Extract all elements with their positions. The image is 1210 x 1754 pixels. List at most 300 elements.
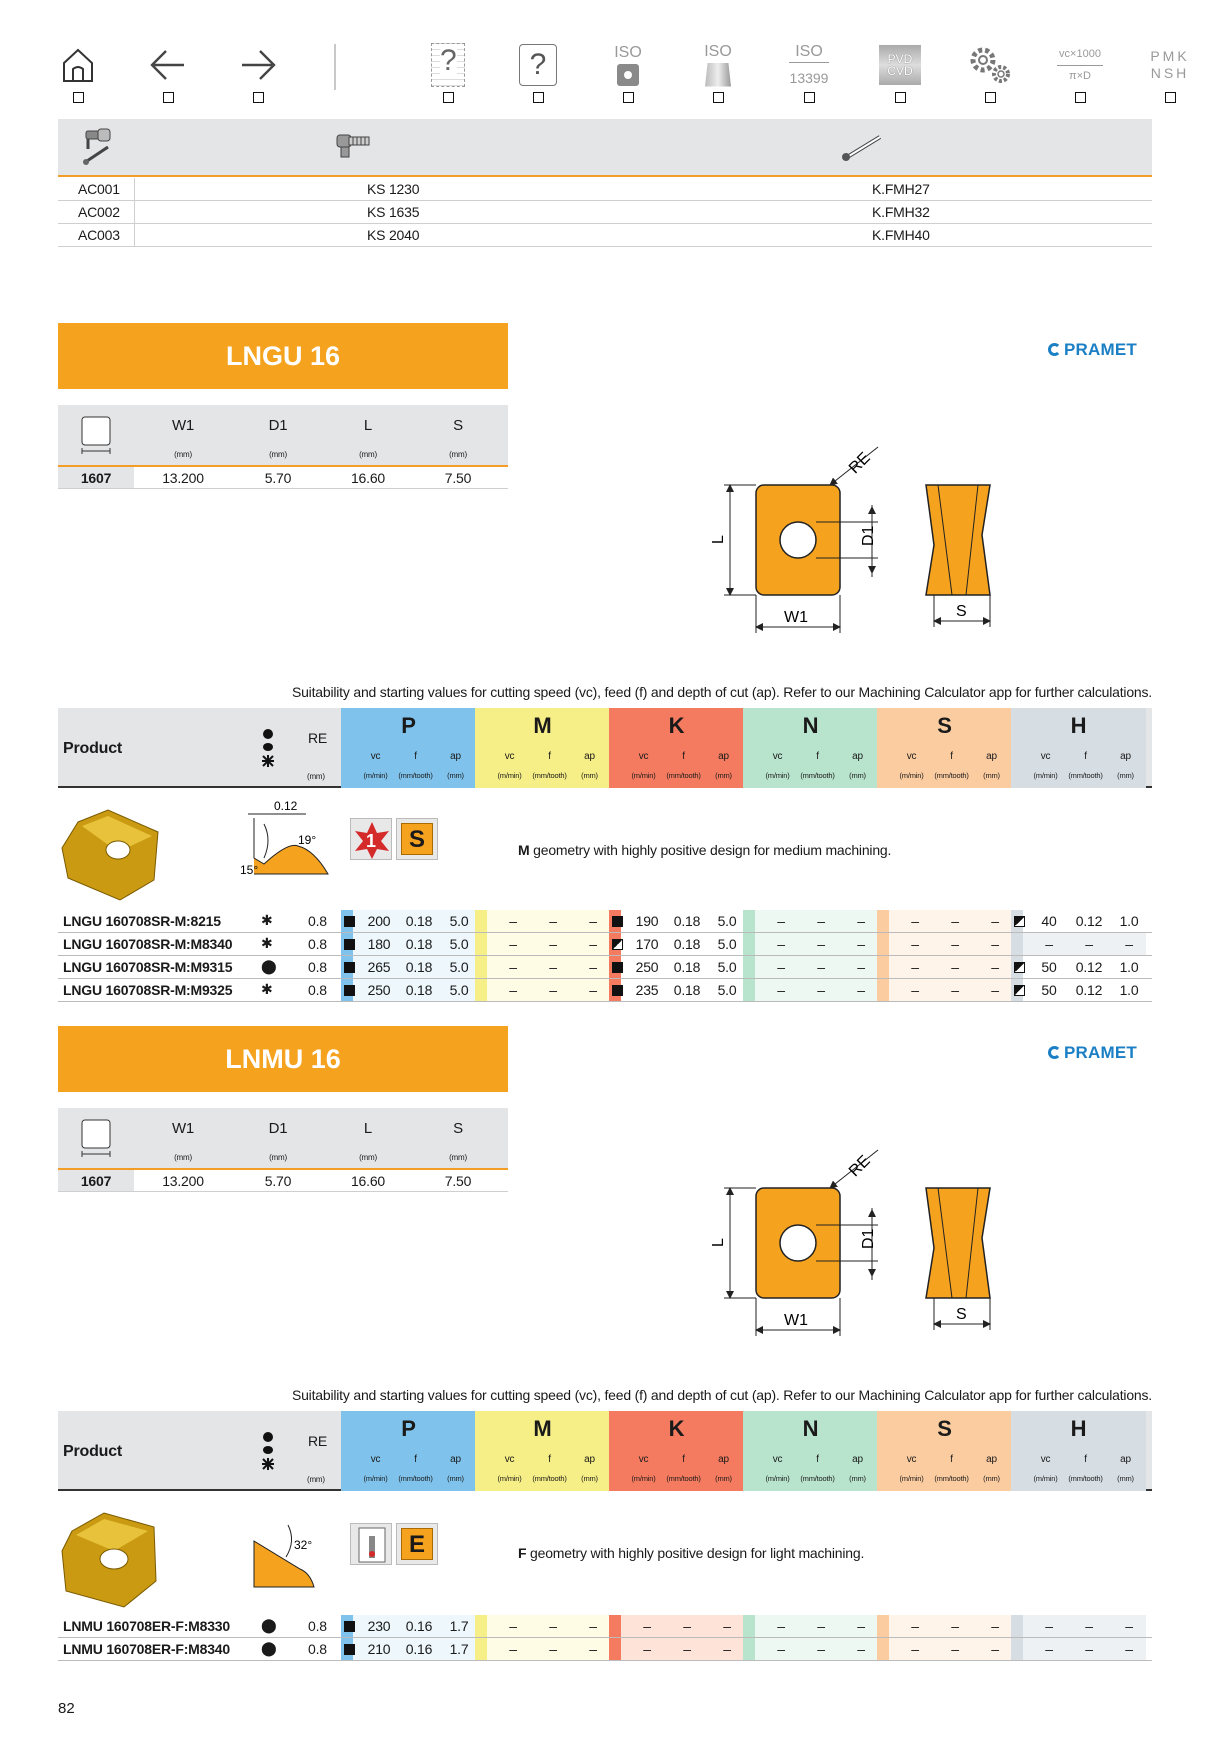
product-code[interactable]: LNGU 160708SR-M:M8340 [63, 936, 233, 952]
dim-header-d1: D1 [268, 417, 288, 434]
material-group-letter: H [1070, 713, 1087, 738]
cutting-values-m [475, 910, 610, 932]
cutting-values-k [609, 1638, 744, 1660]
accessory-code: AC003 [78, 227, 120, 243]
cutting-value: – [951, 959, 959, 975]
material-group-letter: P [401, 713, 416, 738]
dim-value-s: 7.50 [444, 1173, 472, 1189]
grade-badge [350, 818, 392, 860]
cutting-values-p [341, 1638, 476, 1660]
cutting-value: – [509, 936, 517, 952]
cutting-value: – [1125, 936, 1133, 952]
cutting-value: – [817, 1618, 825, 1634]
cutting-value: – [857, 1618, 865, 1634]
cutting-values-h [1011, 1638, 1146, 1660]
nav-checkbox[interactable] [623, 92, 634, 103]
iso-insert-nav-button[interactable] [598, 40, 658, 108]
col-unit-ap: (mm) [983, 771, 1000, 780]
cutting-value: – [1045, 1641, 1053, 1657]
dim-label-l: L [710, 1238, 727, 1247]
cutting-value: – [509, 1618, 517, 1634]
col-label-ap: ap [718, 1454, 729, 1465]
material-group-letter: N [802, 1416, 819, 1441]
re-header: RE [308, 1433, 328, 1449]
cutting-value: – [857, 1641, 865, 1657]
col-label-ap: ap [718, 751, 729, 762]
iso-13399-icon: ISO 13399 [789, 43, 829, 86]
dim-unit: (mm) [174, 450, 192, 459]
suitability-secondary-icon [1014, 985, 1025, 996]
nav-checkbox[interactable] [804, 92, 815, 103]
product-row[interactable] [58, 979, 1152, 1002]
cutting-values-s [877, 1615, 1012, 1637]
suitability-primary-icon [344, 985, 355, 996]
cutting-value: – [549, 982, 557, 998]
cutting-values-s [877, 933, 1012, 955]
formula-icon: vc×1000 π×D [1050, 40, 1110, 90]
iso-tool-icon: ISO [688, 40, 748, 90]
cutting-value: 230 [367, 1618, 391, 1634]
svg-text:0.12: 0.12 [274, 799, 298, 813]
cutting-values-n [743, 979, 878, 1001]
suitability-primary-icon [344, 1644, 355, 1655]
cutting-value: 0.18 [673, 982, 701, 998]
material-group-p [341, 708, 476, 788]
col-label-ap: ap [450, 1454, 461, 1465]
product-code[interactable]: LNGU 160708SR-M:M9315 [63, 959, 233, 975]
cutting-values-h [1011, 910, 1146, 932]
key-code: K.FMH32 [872, 204, 930, 220]
cutting-value: 0.18 [405, 959, 433, 975]
cutting-value: – [589, 936, 597, 952]
edge-geometry-icon [238, 798, 338, 878]
col-unit-ap: (mm) [715, 1474, 732, 1483]
cutting-value: 5.0 [449, 959, 469, 975]
home-nav-button[interactable] [48, 40, 108, 108]
product-row[interactable] [58, 1615, 1152, 1638]
edge-geometry-icon [246, 1521, 326, 1591]
nav-checkbox[interactable] [443, 92, 454, 103]
dim-header-w1: W1 [171, 1120, 195, 1137]
product-row[interactable] [58, 956, 1152, 979]
dim-label-l: L [710, 535, 727, 544]
clamp-set-icon [80, 127, 116, 167]
col-label-vc: vc [906, 751, 917, 762]
cutting-value: – [1085, 936, 1093, 952]
cutting-value: – [683, 1641, 691, 1657]
cutting-value: 0.18 [405, 936, 433, 952]
cutting-values-p [341, 1615, 476, 1637]
cutting-values-n [743, 1615, 878, 1637]
accessory-row [58, 224, 1152, 247]
col-unit-f: (mm/tooth) [532, 771, 567, 780]
dim-value-d1: 5.70 [264, 470, 292, 486]
cutting-value: 0.18 [673, 959, 701, 975]
cutting-values-h [1011, 979, 1146, 1001]
cutting-values-k [609, 979, 744, 1001]
col-unit-ap: (mm) [849, 1474, 866, 1483]
dim-value-w1: 13.200 [162, 1173, 204, 1189]
nav-checkbox[interactable] [713, 92, 724, 103]
cutting-value: – [991, 913, 999, 929]
col-unit-ap: (mm) [581, 1474, 598, 1483]
col-unit-ap: (mm) [1117, 771, 1134, 780]
cutting-value: – [817, 936, 825, 952]
chipbreaker-badge: E [396, 1523, 438, 1565]
gears-nav-button[interactable] [960, 40, 1020, 108]
question-doc-icon: ? [418, 40, 478, 90]
material-group-m [475, 1411, 610, 1491]
col-label-f: f [950, 1454, 953, 1465]
cutting-values-n [743, 933, 878, 955]
re-header: RE [308, 730, 328, 746]
dim-header-l: L [363, 1120, 373, 1137]
question-doc-nav-button[interactable] [418, 40, 478, 108]
col-label-ap: ap [986, 1454, 997, 1465]
suitability-secondary-icon [1014, 916, 1025, 927]
cutting-value: 0.18 [405, 982, 433, 998]
question-nav-button[interactable] [508, 40, 568, 108]
cutting-data-table-header [58, 708, 1152, 788]
material-group-letter: H [1070, 1416, 1087, 1441]
brand-logo: PRAMET [1048, 340, 1137, 360]
chipbreaker-badge: S [396, 818, 438, 860]
cutting-value: – [723, 1618, 731, 1634]
pvd-cvd-nav-button[interactable] [870, 40, 930, 108]
dim-value-s: 7.50 [444, 470, 472, 486]
cutting-value: – [951, 936, 959, 952]
lngu-insert-image [58, 808, 168, 904]
cutting-value: – [777, 936, 785, 952]
cutting-value: – [951, 913, 959, 929]
cutting-value: 1.7 [449, 1641, 469, 1657]
dim-unit: (mm) [359, 1153, 377, 1162]
iso-tool-nav-button[interactable] [688, 40, 748, 108]
cutting-value: – [1125, 1641, 1133, 1657]
cutting-value: 0.18 [673, 913, 701, 929]
cutting-values-s [877, 979, 1012, 1001]
cutting-values-k [609, 910, 744, 932]
dim-label-d1: D1 [860, 1228, 877, 1249]
insert-shape-icon [80, 415, 112, 455]
cutting-value: – [991, 936, 999, 952]
cutting-value: – [911, 936, 919, 952]
cutting-value: 5.0 [717, 913, 737, 929]
re-value: 0.8 [308, 1641, 327, 1657]
cutting-values-m [475, 933, 610, 955]
cutting-value: – [509, 959, 517, 975]
col-label-f: f [1084, 751, 1087, 762]
dimension-row [58, 467, 508, 489]
dim-label-s: S [956, 1306, 967, 1323]
col-unit-ap: (mm) [447, 1474, 464, 1483]
col-label-f: f [950, 751, 953, 762]
application-symbol: ✱ [261, 935, 273, 951]
cutting-value: – [723, 1641, 731, 1657]
cutting-value: 0.12 [1075, 913, 1103, 929]
cutting-value: 250 [635, 959, 659, 975]
cutting-value: – [817, 959, 825, 975]
nav-checkbox[interactable] [1075, 92, 1086, 103]
dim-header-w1: W1 [171, 417, 195, 434]
col-unit-f: (mm/tooth) [1068, 771, 1103, 780]
col-unit-ap: (mm) [715, 771, 732, 780]
dim-value-w1: 13.200 [162, 470, 204, 486]
cutting-value: – [589, 1641, 597, 1657]
suitability-note: Suitability and starting values for cutting speed (vc), feed (f) and depth of cut (ap). Refer to our Machining Calculator app for further calculations. [291, 684, 1152, 700]
col-label-ap: ap [1120, 751, 1131, 762]
material-group-k [609, 708, 744, 788]
product-row[interactable] [58, 1638, 1152, 1661]
col-unit-vc: (m/min) [497, 771, 522, 780]
col-label-ap: ap [986, 751, 997, 762]
dimension-table [58, 1108, 508, 1192]
application-symbol: ⬤ [261, 958, 277, 974]
cutting-values-n [743, 956, 878, 978]
dimension-table [58, 405, 508, 489]
cutting-data-table-header [58, 1411, 1152, 1491]
cutting-value: – [683, 1618, 691, 1634]
cutting-value: 250 [367, 982, 391, 998]
suitability-primary-icon [344, 1621, 355, 1632]
product-header: Product [63, 1443, 123, 1460]
nav-checkbox[interactable] [533, 92, 544, 103]
product-row[interactable] [58, 933, 1152, 956]
accessory-code: AC002 [78, 204, 120, 220]
col-label-f: f [816, 751, 819, 762]
col-label-vc: vc [504, 751, 515, 762]
dim-unit: (mm) [449, 1153, 467, 1162]
lnmu-insert-image [58, 1511, 168, 1611]
cutting-value: – [991, 959, 999, 975]
col-unit-vc: (m/min) [765, 771, 790, 780]
cutting-value: – [857, 913, 865, 929]
re-value: 0.8 [308, 913, 327, 929]
col-unit-ap: (mm) [1117, 1474, 1134, 1483]
suitability-note: Suitability and starting values for cutting speed (vc), feed (f) and depth of cut (ap). Refer to our Machining Calculator app for further calculations. [291, 1387, 1152, 1403]
insert-dimension-drawing [700, 1148, 1020, 1348]
cutting-value: – [911, 1618, 919, 1634]
svg-text:32°: 32° [294, 1538, 313, 1552]
material-group-n [743, 708, 878, 788]
formula-nav-button[interactable] [1050, 40, 1110, 108]
cutting-value: – [1045, 936, 1053, 952]
material-groups-nav-button[interactable] [1140, 40, 1200, 108]
geometry-description: M geometry with highly positive design for medium machining. [518, 842, 892, 858]
col-unit-ap: (mm) [849, 771, 866, 780]
section-title: LNGU 16 [58, 323, 508, 389]
suitability-primary-icon [612, 962, 623, 973]
cutting-values-p [341, 933, 476, 955]
cutting-value: – [777, 913, 785, 929]
cutting-value: – [991, 1618, 999, 1634]
accessory-code: AC001 [78, 181, 120, 197]
product-code[interactable]: LNMU 160708ER-F:M8340 [63, 1641, 230, 1657]
cutting-value: – [911, 982, 919, 998]
key-code: K.FMH27 [872, 181, 930, 197]
suitability-primary-icon [344, 916, 355, 927]
nav-checkbox[interactable] [1165, 92, 1176, 103]
col-unit-vc: (m/min) [497, 1474, 522, 1483]
col-label-f: f [414, 1454, 417, 1465]
cutting-value: – [911, 959, 919, 975]
cutting-value: 50 [1041, 982, 1057, 998]
cutting-value: 0.16 [405, 1618, 433, 1634]
svg-text:1: 1 [366, 831, 377, 851]
material-group-p [341, 1411, 476, 1491]
suitability-primary-icon [344, 939, 355, 950]
home-icon [48, 40, 108, 90]
cutting-value: 1.7 [449, 1618, 469, 1634]
cutting-value: 5.0 [449, 913, 469, 929]
re-value: 0.8 [308, 936, 327, 952]
material-group-letter: P [401, 1416, 416, 1441]
gears-icon [960, 40, 1020, 90]
suitability-secondary-icon [612, 939, 623, 950]
application-symbol: ⬤ [261, 1640, 277, 1656]
nav-checkbox[interactable] [73, 92, 84, 103]
col-label-f: f [682, 751, 685, 762]
col-unit-f: (mm/tooth) [666, 771, 701, 780]
product-code[interactable]: LNMU 160708ER-F:M8330 [63, 1618, 230, 1634]
nav-checkbox[interactable] [253, 92, 264, 103]
cutting-value: – [1125, 1618, 1133, 1634]
col-label-vc: vc [504, 1454, 515, 1465]
application-symbols-icon [261, 1431, 275, 1471]
col-label-ap: ap [852, 1454, 863, 1465]
cutting-value: – [1045, 1618, 1053, 1634]
col-unit-f: (mm/tooth) [934, 771, 969, 780]
cutting-value: – [549, 1618, 557, 1634]
nav-checkbox[interactable] [895, 92, 906, 103]
suitability-primary-icon [612, 985, 623, 996]
dim-label-w1: W1 [784, 609, 808, 626]
col-unit-f: (mm/tooth) [666, 1474, 701, 1483]
dim-header-d1: D1 [268, 1120, 288, 1137]
insert-size: 1607 [58, 467, 134, 488]
col-label-ap: ap [584, 751, 595, 762]
col-unit-f: (mm/tooth) [1068, 1474, 1103, 1483]
accessory-row [58, 178, 1152, 201]
top-navigation [58, 40, 1190, 108]
col-label-vc: vc [370, 1454, 381, 1465]
application-symbol: ⬤ [261, 1617, 277, 1633]
material-group-letter: S [937, 713, 952, 738]
arrow-right-nav-button[interactable] [228, 40, 288, 108]
cutting-values-p [341, 956, 476, 978]
cutting-values-m [475, 956, 610, 978]
cutting-values-n [743, 1638, 878, 1660]
col-unit-vc: (m/min) [1033, 771, 1058, 780]
cutting-value: – [1085, 1641, 1093, 1657]
cutting-value: – [817, 1641, 825, 1657]
cutting-values-p [341, 979, 476, 1001]
cutting-value: 5.0 [717, 959, 737, 975]
material-group-letter: S [937, 1416, 952, 1441]
cutting-values-h [1011, 956, 1146, 978]
material-group-letter: N [802, 713, 819, 738]
col-label-f: f [816, 1454, 819, 1465]
cutting-value: – [911, 913, 919, 929]
col-label-vc: vc [772, 751, 783, 762]
col-unit-vc: (m/min) [899, 771, 924, 780]
cutting-value: – [643, 1641, 651, 1657]
re-value: 0.8 [308, 1618, 327, 1634]
cutting-value: – [857, 936, 865, 952]
product-code[interactable]: LNGU 160708SR-M:8215 [63, 913, 221, 929]
product-code[interactable]: LNGU 160708SR-M:M9325 [63, 982, 233, 998]
col-label-vc: vc [772, 1454, 783, 1465]
dim-header-l: L [363, 417, 373, 434]
arrow-right-icon [228, 40, 288, 90]
cutting-value: 5.0 [717, 936, 737, 952]
col-label-vc: vc [370, 751, 381, 762]
cutting-value: – [857, 959, 865, 975]
cutting-value: – [643, 1618, 651, 1634]
cutting-value: 0.12 [1075, 982, 1103, 998]
cutting-value: – [509, 913, 517, 929]
cutting-values-p [341, 910, 476, 932]
col-label-f: f [548, 751, 551, 762]
arrow-left-icon [138, 40, 198, 90]
iso-13399-nav-button[interactable] [779, 40, 839, 108]
cutting-values-s [877, 1638, 1012, 1660]
cutting-value: 235 [635, 982, 659, 998]
cutting-value: – [857, 982, 865, 998]
material-group-h [1011, 1411, 1146, 1491]
re-value: 0.8 [308, 959, 327, 975]
dim-unit: (mm) [449, 450, 467, 459]
insert-size: 1607 [58, 1170, 134, 1191]
cutting-value: 1.0 [1119, 982, 1139, 998]
holder-badge [350, 1523, 392, 1565]
cutting-values-h [1011, 933, 1146, 955]
application-symbols-icon [261, 728, 275, 768]
dim-value-l: 16.60 [350, 1173, 386, 1189]
nav-separator [334, 44, 336, 90]
arrow-left-nav-button[interactable] [138, 40, 198, 108]
cutting-value: 0.18 [405, 913, 433, 929]
col-unit-f: (mm/tooth) [800, 771, 835, 780]
dim-value-l: 16.60 [350, 470, 386, 486]
col-unit-f: (mm/tooth) [398, 771, 433, 780]
nav-checkbox[interactable] [985, 92, 996, 103]
cutting-value: – [549, 913, 557, 929]
dim-header-s: S [453, 417, 463, 434]
dim-unit: (mm) [359, 450, 377, 459]
cutting-value: 50 [1041, 959, 1057, 975]
col-label-f: f [1084, 1454, 1087, 1465]
insert-shape-icon [80, 1118, 112, 1158]
cutting-value: – [549, 959, 557, 975]
product-row[interactable] [58, 910, 1152, 933]
nav-checkbox[interactable] [163, 92, 174, 103]
material-groups-icon: PMK NSH [1150, 48, 1190, 81]
re-unit: (mm) [307, 772, 325, 781]
col-unit-vc: (m/min) [765, 1474, 790, 1483]
cutting-values-m [475, 979, 610, 1001]
cutting-value: 210 [367, 1641, 391, 1657]
material-group-s [877, 1411, 1012, 1491]
col-unit-f: (mm/tooth) [800, 1474, 835, 1483]
accessories-header [58, 119, 1152, 177]
col-unit-f: (mm/tooth) [532, 1474, 567, 1483]
col-unit-f: (mm/tooth) [934, 1474, 969, 1483]
dim-unit: (mm) [269, 1153, 287, 1162]
cutting-value: 200 [367, 913, 391, 929]
dim-label-re: RE [845, 1152, 874, 1181]
cutting-value: – [549, 936, 557, 952]
